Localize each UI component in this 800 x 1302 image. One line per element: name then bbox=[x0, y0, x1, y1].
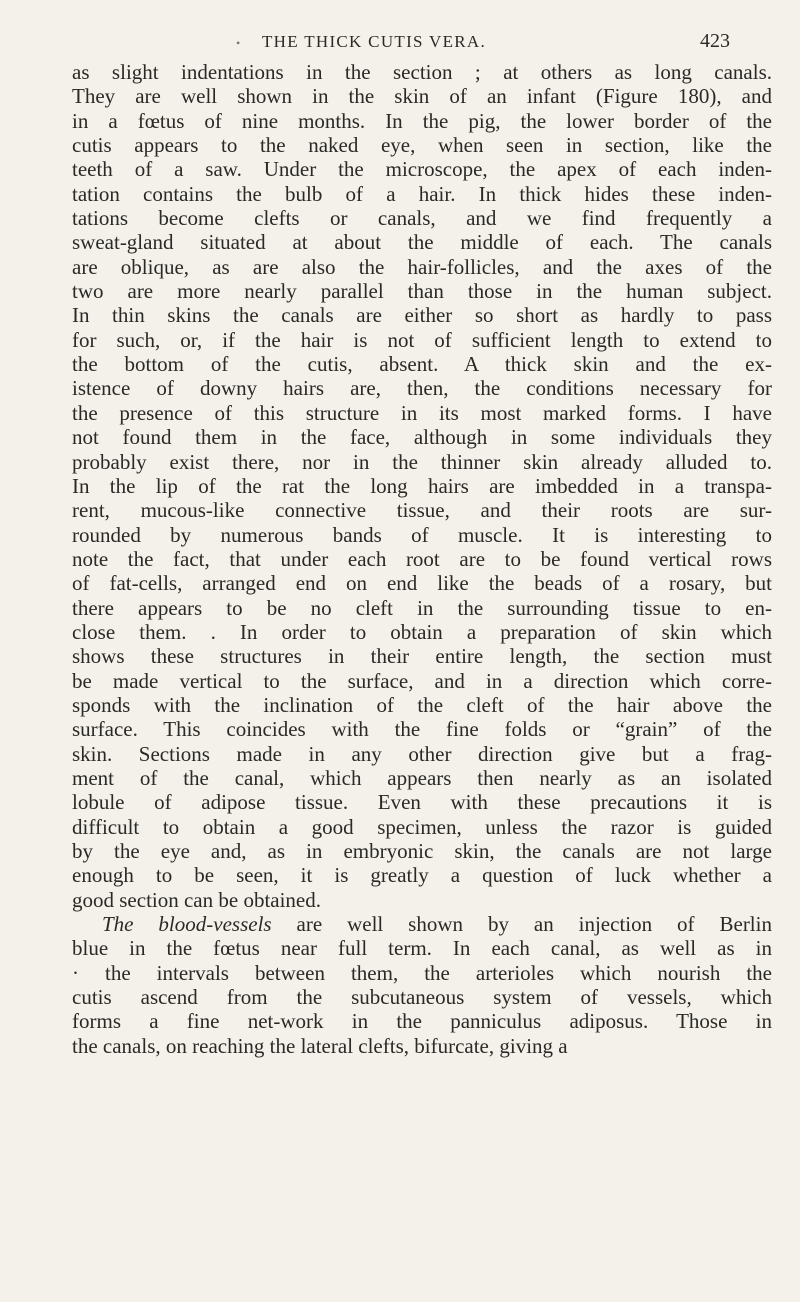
italic-heading: The blood-vessels bbox=[102, 912, 272, 937]
text-line: cutis ascend from the subcutaneous system of vessels, which bbox=[72, 985, 772, 1010]
text-line: two are more nearly parallel than those in the human subject. bbox=[72, 279, 772, 304]
text-line: by the eye and, as in embryonic skin, the canals are not large bbox=[72, 839, 772, 863]
text-line: in a fœtus of nine months. In the pig, the lower border of the bbox=[72, 108, 772, 133]
text-line: lobule of adipose tissue. Even with these precautions it is bbox=[72, 790, 772, 815]
text-line: probably exist there, nor in the thinner skin already alluded to. bbox=[72, 449, 772, 474]
text-line: sweat-gland situated at about the middle of each. The canals bbox=[72, 230, 772, 255]
text-line: as slight indentations in the section ; at others as long canals. bbox=[72, 60, 772, 84]
text-line: difficult to obtain a good specimen, unless the razor is guided bbox=[72, 814, 772, 839]
paragraph bbox=[72, 60, 772, 912]
text-line-rest: are well shown by an injection of Berlin bbox=[271, 912, 772, 937]
text-line: They are well shown in the skin of an infant (Figure 180), and bbox=[72, 84, 772, 109]
text-line: close them. . In order to obtain a preparation of skin which bbox=[72, 619, 772, 644]
text-line: note the fact, that under each root are to be found vertical rows bbox=[72, 546, 772, 571]
text-line: be made vertical to the surface, and in a direction which corre- bbox=[72, 668, 772, 693]
text-line: In the lip of the rat the long hairs are imbedded in a transpa- bbox=[72, 473, 772, 498]
head-dot-mark: • bbox=[236, 36, 241, 50]
text-line: are oblique, as are also the hair-follicles, and the axes of the bbox=[72, 254, 772, 279]
page-number: 423 bbox=[700, 30, 730, 52]
text-line: · the intervals between them, the arterioles which nourish the bbox=[72, 960, 772, 985]
text-line: good section can be obtained. bbox=[72, 887, 322, 912]
text-line: forms a fine net-work in the panniculus adiposus. Those in bbox=[72, 1009, 772, 1034]
text-line: In thin skins the canals are either so short as hardly to pass bbox=[72, 303, 772, 328]
text-line: enough to be seen, it is greatly a question of luck whether a bbox=[72, 863, 772, 888]
text-line: istence of downy hairs are, then, the conditions necessary for bbox=[72, 376, 772, 401]
running-title: THE THICK CUTIS VERA. bbox=[262, 32, 487, 51]
text-line: for such, or, if the hair is not of sufficient length to extend to bbox=[72, 327, 772, 352]
body-text bbox=[72, 60, 772, 1058]
text-line: of fat-cells, arranged end on end like the beads of a rosary, but bbox=[72, 571, 772, 596]
text-line: blue in the fœtus near full term. In each canal, as well as in bbox=[72, 936, 772, 961]
text-line: not found them in the face, although in some individuals they bbox=[72, 425, 772, 450]
text-line: surface. This coincides with the fine folds or “grain” of the bbox=[72, 717, 772, 742]
text-line: there appears to be no cleft in the surrounding tissue to en- bbox=[72, 595, 772, 620]
text-line: tations become clefts or canals, and we find frequently a bbox=[72, 206, 772, 231]
text-line: cutis appears to the naked eye, when seen in section, like the bbox=[72, 133, 772, 158]
text-line: the bottom of the cutis, absent. A thick skin and the ex- bbox=[72, 352, 772, 377]
text-line: teeth of a saw. Under the microscope, the apex of each inden- bbox=[72, 157, 772, 182]
text-line: tation contains the bulb of a hair. In thick hides these inden- bbox=[72, 181, 772, 206]
text-line: skin. Sections made in any other direction give but a frag- bbox=[72, 741, 772, 766]
text-line bbox=[72, 912, 772, 936]
text-line: the canals, on reaching the lateral clefts, bifurcate, giving a bbox=[72, 1033, 568, 1058]
text-line: shows these structures in their entire length, the section must bbox=[72, 644, 772, 669]
text-line: the presence of this structure in its most marked forms. I have bbox=[72, 400, 772, 425]
text-line: ment of the canal, which appears then nearly as an isolated bbox=[72, 765, 772, 790]
text-line: rounded by numerous bands of muscle. It is interesting to bbox=[72, 522, 772, 547]
text-line: rent, mucous-like connective tissue, and their roots are sur- bbox=[72, 498, 772, 523]
text-line: sponds with the inclination of the cleft of the hair above the bbox=[72, 692, 772, 717]
paragraph bbox=[72, 912, 772, 1058]
